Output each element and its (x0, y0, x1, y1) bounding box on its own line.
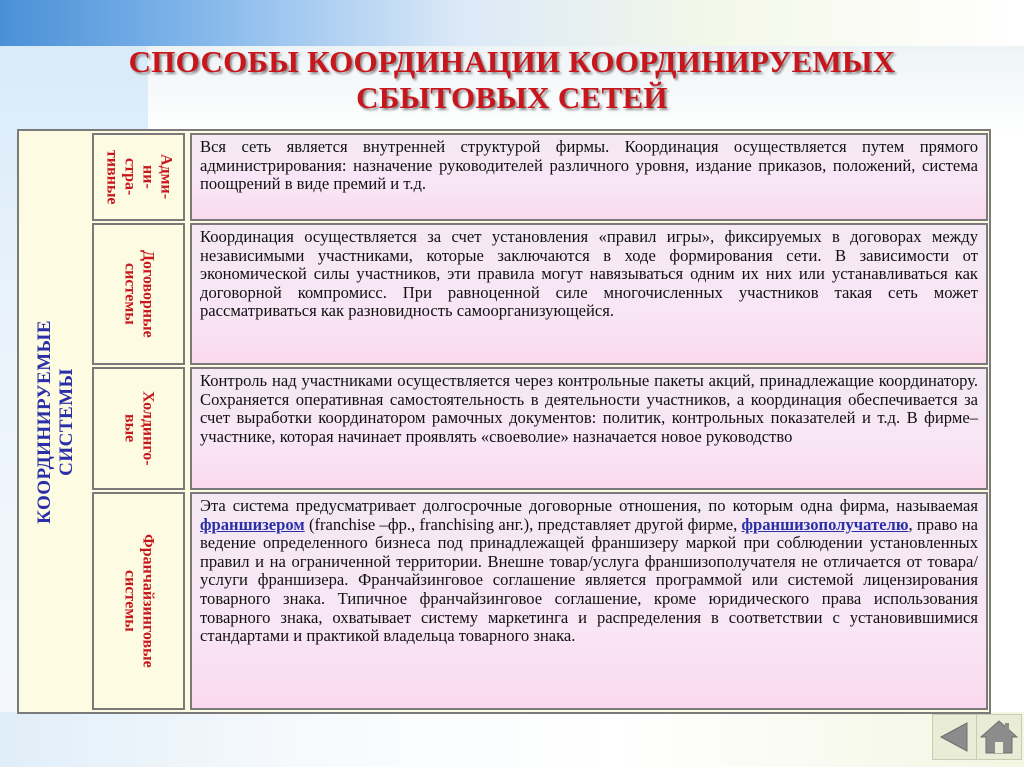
slide-title-text: СПОСОБЫ КООРДИНАЦИИ КООРДИНИРУЕМЫХ СБЫТОВЫХ СЕТЕЙ (128, 44, 896, 115)
row-text-franchise-part2: (franchise –фр., franchising анг.), представляет другой фирме, (304, 514, 742, 534)
row-label-contract: Договорные системы (121, 250, 157, 338)
row-label-cell-contract (92, 223, 185, 365)
header-gradient-band (0, 0, 1024, 46)
row-text-holding: Контроль над участниками осуществляется через контрольные пакеты акций, принадлежащие координатору. Сохраняется оперативная самостоятельность в деятельности участников, а координация обеспечивается за счет выработки координатором рамочных документов: политик, контрольных показателей и т.д. В фирме–участнике, которая начинает проявлять «своеволие» назначается новое руководство (200, 371, 978, 446)
home-button[interactable] (976, 714, 1022, 760)
group-label: КООРДИНИРУЕМЫЕ СИСТЕМЫ (34, 319, 77, 524)
row-label-administrative: Адми- ни- стра- тивные (103, 149, 175, 205)
row-label-franchise: Франчайзинговые системы (121, 534, 157, 668)
row-text-cell-holding (190, 367, 988, 490)
back-button[interactable] (932, 714, 978, 760)
row-text-cell-administrative (190, 133, 988, 221)
home-icon (977, 715, 1021, 759)
row-text-cell-franchise (190, 492, 988, 710)
slide-title (40, 44, 984, 116)
row-text-franchise-part3: , право на ведение определенного бизнеса под принадлежащей франшизеру маркой при соблюдении установленных правил и на ограниченной территории. Внешне товар/услуга франшизополучателя не отличается от товара/услуги франшизера. Франчайзинговое соглашение является программой или системой лицензирования товарного знака. Типичное франчайзинговое соглашение, кроме юридического права использования товарного знака, охватывает систему маркетинга и распределения в соответствии с установившимися стандартами и практикой владельца товарного знака. (200, 514, 978, 646)
row-label-cell-franchise (92, 492, 185, 710)
footer-decor (0, 712, 1024, 767)
highlight-franchisee: франшизополучателю (741, 514, 909, 534)
row-text-contract: Координация осуществляется за счет установления «правил игры», фиксируемых в договорах между независимыми участниками, которые заключаются в ходе формирования сети. В зависимости от экономической силы участников, эти правила могут навязываться одним их них или устанавливаться как договорной компромисс. При равноценной силе многочисленных участников такая сеть может рассматриваться как разновидность самоорганизующейся. (200, 227, 978, 321)
row-text-administrative: Вся сеть является внутренней структурой фирмы. Координация осуществляется путем прямого администрирования: назначение руководителей различного уровня, издание приказов, положений, система поощрений в виде премий и т.д. (200, 137, 978, 194)
group-label-cell (21, 133, 91, 710)
row-label-holding: Холдинго- вые (121, 391, 157, 466)
back-arrow-icon (933, 715, 977, 759)
row-label-cell-holding (92, 367, 185, 490)
row-label-cell-administrative (92, 133, 185, 221)
row-text-franchise-part1: Эта система предусматривает долгосрочные договорные отношения, по которым одна фирма, называемая (200, 496, 978, 515)
highlight-franchisor: франшизером (200, 514, 305, 534)
row-text-cell-contract (190, 223, 988, 365)
